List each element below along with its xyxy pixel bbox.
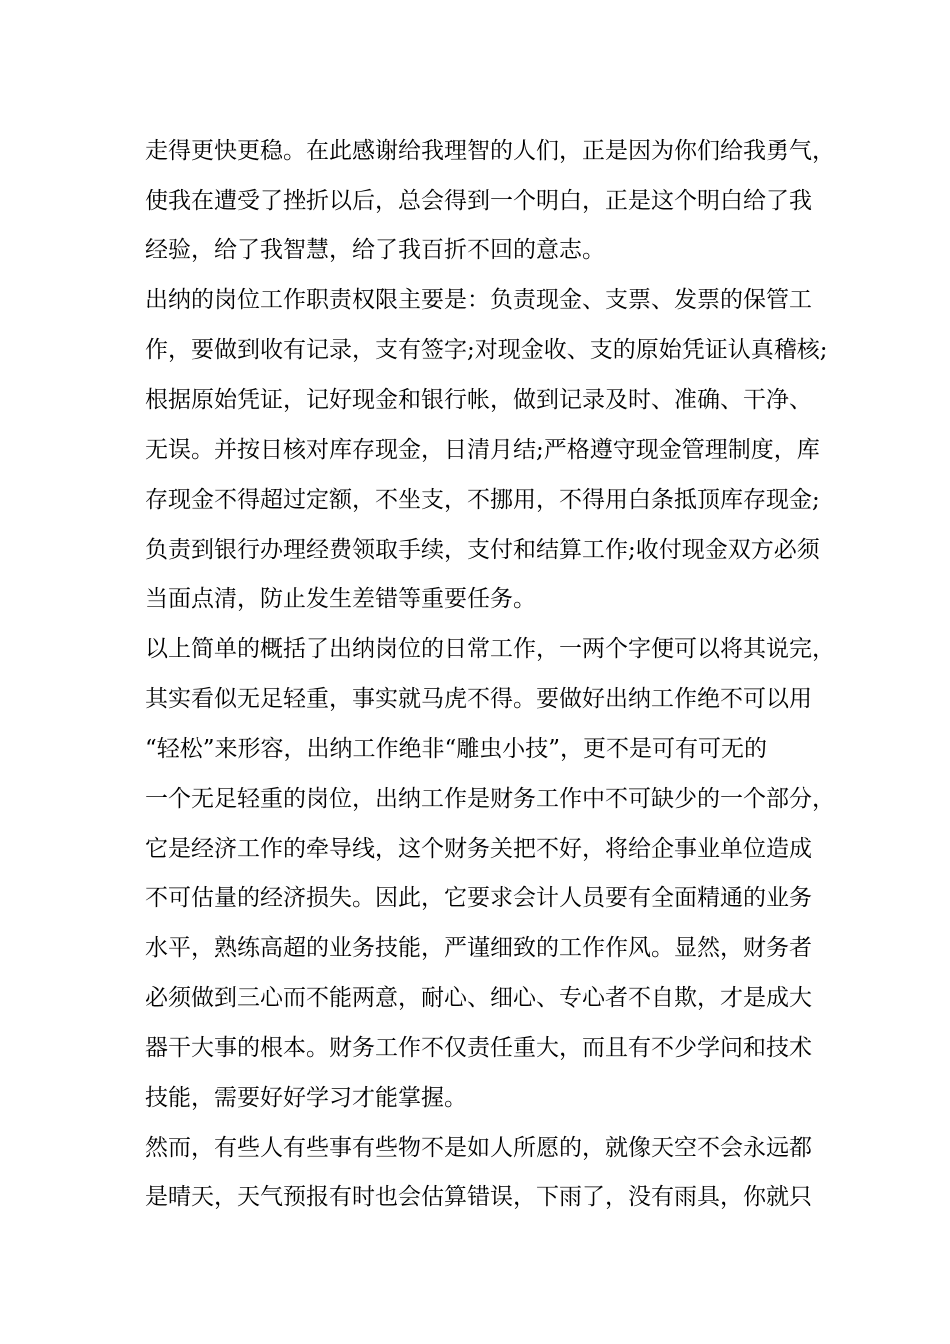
text-line: 必须做到三心而不能两意，耐心、细心、专心者不自欺，才是成大: [145, 985, 812, 1011]
text-line: 一个无足轻重的岗位，出纳工作是财务工作中不可缺少的一个部分，: [145, 786, 835, 812]
text-line: 技能，需要好好学习才能掌握。: [145, 1085, 467, 1111]
text-line: 根据原始凭证，记好现金和银行帐，做到记录及时、准确、干净、: [145, 387, 812, 413]
text-line: 水平，熟练高超的业务技能，严谨细致的工作作风。显然，财务者: [145, 935, 812, 961]
text-line: 不可估量的经济损失。因此，它要求会计人员要有全面精通的业务: [145, 885, 812, 911]
text-line: 以上简单的概括了出纳岗位的日常工作，一两个字便可以将其说完，: [145, 636, 835, 662]
text-line: 然而，有些人有些事有些物不是如人所愿的，就像天空不会永远都: [145, 1135, 812, 1161]
text-line: 器干大事的根本。财务工作不仅责任重大，而且有不少学问和技术: [145, 1035, 812, 1061]
text-line: 使我在遭受了挫折以后，总会得到一个明白，正是这个明白给了我: [145, 188, 812, 214]
text-line: 它是经济工作的牵导线，这个财务关把不好，将给企事业单位造成: [145, 836, 812, 862]
text-line: 当面点清，防止发生差错等重要任务。: [145, 586, 536, 612]
text-line: 无误。并按日核对库存现金，日清月结;严格遵守现金管理制度，库: [145, 437, 820, 463]
text-line: 走得更快更稳。在此感谢给我理智的人们，正是因为你们给我勇气，: [145, 138, 835, 164]
text-line: 负责到银行办理经费领取手续，支付和结算工作;收付现金双方必须: [145, 537, 820, 563]
text-line: 出纳的岗位工作职责权限主要是：负责现金、支票、发票的保管工: [145, 287, 812, 313]
text-line: 经验，给了我智慧，给了我百折不回的意志。: [145, 237, 605, 263]
text-line: 作，要做到收有记录，支有签字;对现金收、支的原始凭证认真稽核;: [145, 337, 828, 363]
text-line: 存现金不得超过定额，不坐支，不挪用，不得用白条抵顶库存现金;: [145, 487, 820, 513]
text-line: 其实看似无足轻重，事实就马虎不得。要做好出纳工作绝不可以用: [145, 686, 812, 712]
text-line: “轻松”来形容，出纳工作绝非“雕虫小技”，更不是可有可无的: [145, 736, 768, 762]
text-line: 是晴天，天气预报有时也会估算错误，下雨了，没有雨具，你就只: [145, 1184, 812, 1210]
